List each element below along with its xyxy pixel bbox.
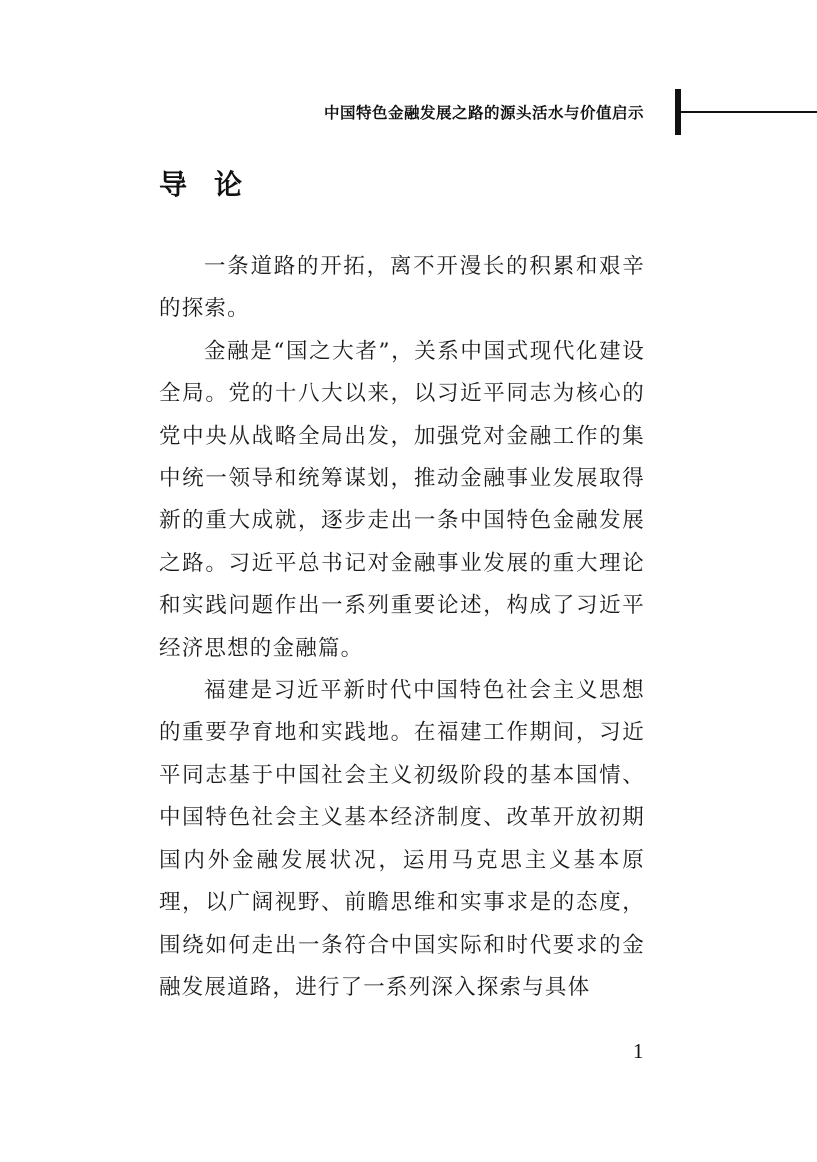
chapter-title: 导论 bbox=[159, 168, 270, 201]
paragraph-3: 福建是习近平新时代中国特色社会主义思想的重要孕育地和实践地。在福建工作期间，习近平同志基于中国社会主义初级阶段的基本国情、中国特色社会主义基本经济制度、改革开放初期国内外金融发展状况，运用马克思主义基本原理，以广阔视野、前瞻思维和实事求是的态度，围绕如何走出一条符合中国实际和时代要求的金融发展道路，进行了一系列深入探索与具体 bbox=[159, 678, 645, 1000]
paragraph-1: 一条道路的开拓，离不开漫长的积累和艰辛的探索。 bbox=[159, 254, 645, 322]
header-rule-line bbox=[681, 111, 817, 113]
body-text bbox=[159, 246, 645, 1009]
paragraph-2: 金融是“国之大者”，关系中国式现代化建设全局。党的十八大以来，以习近平同志为核心的党中央从战略全局出发，加强党对金融工作的集中统一领导和统筹谋划，推动金融事业发展取得新的重大成就，逐步走出一条中国特色金融发展之路。习近平总书记对金融事业发展的重大理论和实践问题作出一系列重要论述，构成了习近平经济思想的金融篇。 bbox=[159, 338, 645, 661]
running-header: 中国特色金融发展之路的源头活水与价值启示 bbox=[323, 104, 644, 122]
page-number: 1 bbox=[633, 1039, 644, 1063]
